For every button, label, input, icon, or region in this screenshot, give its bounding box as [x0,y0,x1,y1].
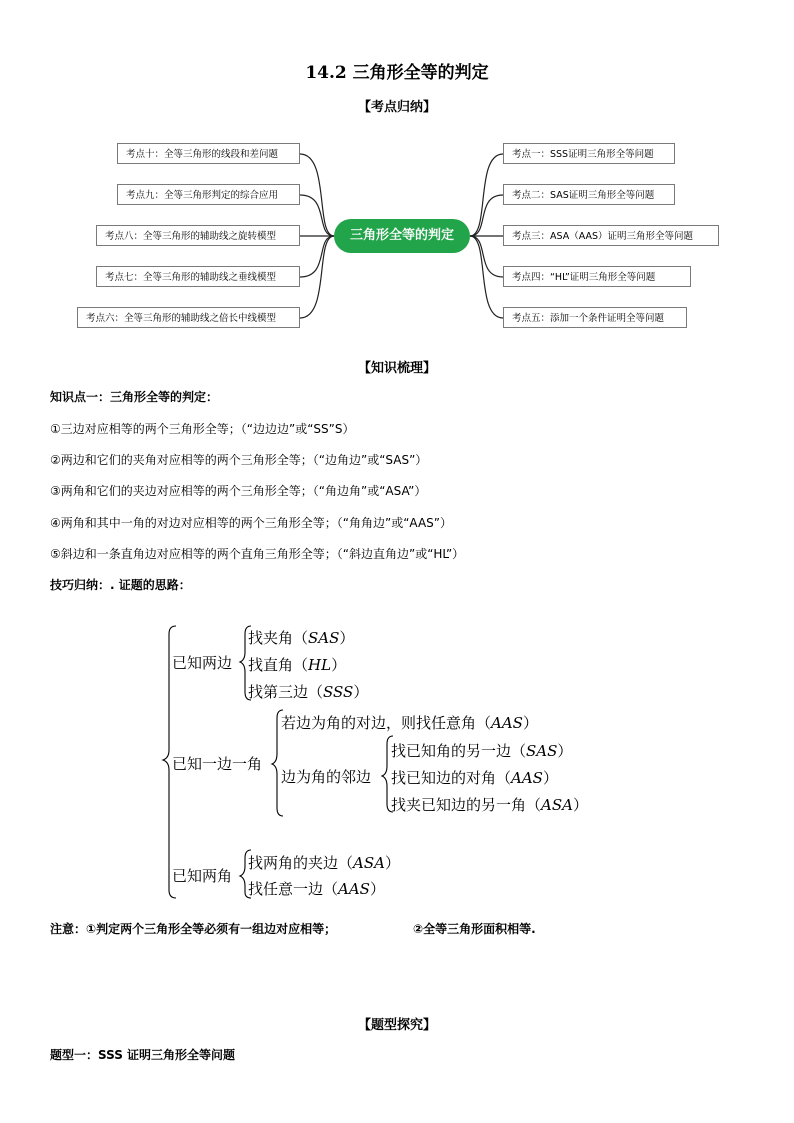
knowledge-item-5: ⑤斜边和一条直角边对应相等的两个直角三角形全等；（“斜边直角边”或“HL”） [50,547,465,561]
mindmap-node-left-4: 考点七：全等三角形的辅助线之垂线模型 [96,266,300,287]
tree-two-angles-option-2 [248,878,385,899]
mindmap-node-right-5: 考点五：添加一个条件证明全等问题 [503,307,687,328]
option-text: 若边为角的对边，则找任意角（ [281,714,492,732]
knowledge-item-2: ②两边和它们的夹角对应相等的两个三角形全等；（“边角边”或“SAS”） [50,453,428,467]
knowledge-item-1: ①三边对应相等的两个三角形全等；（“边边边”或“SS”S） [50,422,355,436]
section-explore: 【题型探究】 [357,1018,436,1033]
mindmap-node-right-2: 考点二：SAS证明三角形全等问题 [503,184,675,205]
mindmap-node-left-2: 考点九：全等三角形判定的综合应用 [117,184,300,205]
mindmap-node-right-4: 考点四：“HL”证明三角形全等问题 [503,266,691,287]
option-abbr: HL [308,656,332,674]
close-paren: ） [522,714,538,732]
tree-side-angle-label: 已知一边一角 [172,755,263,773]
connector-left-4 [300,236,334,277]
tree-two-sides-option-2 [248,654,346,675]
tree-adjacent-label: 边为角的邻边 [281,768,372,786]
option-abbr: SAS [526,742,558,760]
option-text: 找第三边（ [248,683,324,701]
note-2: ②全等三角形面积相等. [413,922,536,936]
tree-two-angles-label: 已知两角 [172,867,233,885]
option-text: 找夹角（ [248,629,309,647]
mindmap-node-left-3: 考点八：全等三角形的辅助线之旋转模型 [96,225,300,246]
close-paren: ） [331,656,347,674]
mindmap-connectors [0,0,794,340]
option-abbr: ASA [353,854,385,872]
note-1: 注意：①判定两个三角形全等必须有一组边对应相等； [50,922,337,936]
option-abbr: ASA [541,796,573,814]
option-text: 找已知角的另一边（ [391,742,527,760]
tree-two-sides-option-3 [248,681,368,702]
connector-right-2 [470,195,503,236]
close-paren: ） [353,683,369,701]
close-paren: ） [557,742,573,760]
close-paren: ） [572,796,588,814]
tree-adjacent-option-1 [391,740,572,761]
section-knowledge: 【知识梳理】 [357,361,436,376]
tree-side-angle-opposite [281,712,538,733]
option-text: 找任意一边（ [248,880,339,898]
option-abbr: SSS [323,683,354,701]
knowledge-item-4: ④两角和其中一角的对边对应相等的两个三角形全等；（“角角边”或“AAS”） [50,516,452,530]
mindmap-node-right-1: 考点一：SSS证明三角形全等问题 [503,143,675,164]
close-paren: ） [542,769,558,787]
connector-left-2 [300,195,334,236]
tree-two-sides-option-1 [248,627,354,648]
page-title: 14.2 三角形全等的判定 [305,63,489,83]
mindmap-node-left-5: 考点六：全等三角形的辅助线之倍长中线模型 [77,307,300,328]
close-paren: ） [339,629,355,647]
section-summary: 【考点归纳】 [357,100,436,115]
close-paren: ） [369,880,385,898]
tree-adjacent-option-3 [391,794,588,815]
tree-two-angles-option-1 [248,852,400,873]
question-type-heading: 题型一：SSS 证明三角形全等问题 [50,1048,236,1062]
option-abbr: AAS [338,880,370,898]
tips-heading: 技巧归纳：. 证题的思路： [50,578,191,592]
connector-right-4 [470,236,503,277]
mindmap-node-left-1: 考点十：全等三角形的线段和差问题 [117,143,300,164]
close-paren: ） [384,854,400,872]
option-abbr: AAS [511,769,543,787]
knowledge-item-3: ③两角和它们的夹边对应相等的两个三角形全等；（“角边角”或“ASA”） [50,484,427,498]
option-abbr: AAS [491,714,523,732]
knowledge-heading: 知识点一：三角形全等的判定： [50,390,219,404]
option-text: 找两角的夹边（ [248,854,354,872]
option-abbr: SAS [308,629,340,647]
mindmap-center-node: 三角形全等的判定 [334,219,470,253]
mindmap-node-right-3: 考点三：ASA（AAS）证明三角形全等问题 [503,225,719,246]
tree-adjacent-option-2 [391,767,558,788]
tree-two-sides-label: 已知两边 [172,654,233,672]
option-text: 找夹已知边的另一角（ [391,796,542,814]
option-text: 找直角（ [248,656,309,674]
option-text: 找已知边的对角（ [391,769,512,787]
